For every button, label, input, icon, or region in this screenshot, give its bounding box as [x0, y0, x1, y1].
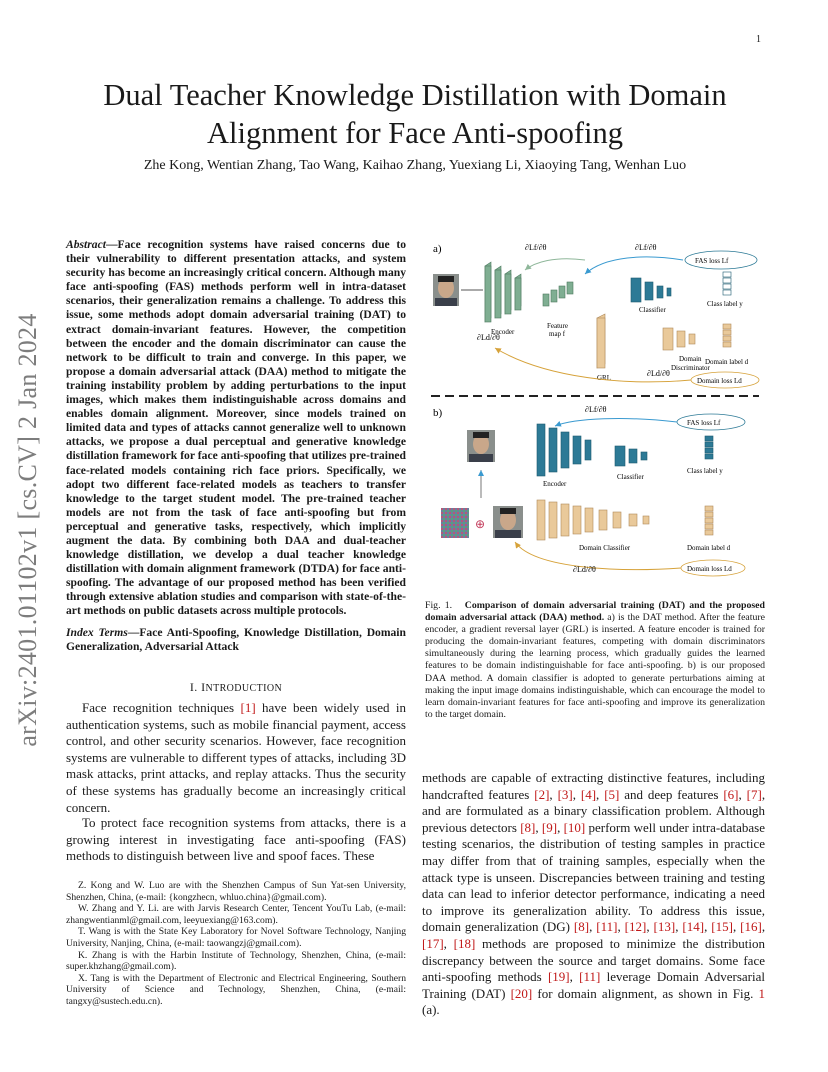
domain-output-a	[723, 324, 731, 347]
domain-disc-label-2: Discriminator	[671, 364, 710, 372]
citation-link[interactable]: [8]	[520, 819, 536, 835]
citation-link[interactable]: [20]	[510, 985, 533, 1001]
citation-link[interactable]: [11]	[596, 919, 618, 935]
domain-classifier-block	[537, 500, 649, 540]
face-image-b2	[493, 506, 523, 538]
citation-link[interactable]: [1]	[240, 700, 256, 715]
classifier-block-a	[631, 278, 671, 302]
caption-label: Fig. 1.	[425, 600, 453, 611]
panel-b-label: b)	[433, 407, 443, 419]
fas-loss-label-b: FAS loss Lf	[687, 419, 721, 427]
body-text: methods are capable of extracting distinctive features, including handcrafted features	[422, 770, 765, 802]
footnote: X. Tang is with the Department of Electronic and Electrical Engineering, Southern University of Science and Technology, Shenzhen, China, (e-mail: tangxy@sustech.edu.cn).	[66, 972, 406, 1007]
citation-link[interactable]: [17]	[422, 935, 444, 951]
citation-link[interactable]: [2]	[534, 786, 550, 802]
caption-bold: Comparison of domain adversarial training (DAT) and the proposed domain adversarial attack (DAA) method.	[425, 600, 765, 624]
classifier-block-b	[615, 446, 647, 466]
footnote: Z. Kong and W. Luo are with the Shenzhen Campus of Sun Yat-sen University, Shenzhen, China, (e-mail: {kongzhecn, whluo.china}@gmail.com).	[66, 880, 406, 903]
citation-link[interactable]: [19]	[547, 969, 570, 985]
page-number: 1	[756, 34, 761, 45]
citation-link[interactable]: [8]	[573, 919, 590, 935]
domain-label-b: Domain label d	[687, 544, 731, 552]
citation-link[interactable]: [10]	[563, 819, 586, 835]
encoder-label-b: Encoder	[543, 480, 567, 488]
abstract-label: Abstract	[66, 238, 106, 251]
citation-link[interactable]: [6]	[723, 786, 739, 802]
encoder-label-a: Encoder	[491, 328, 515, 336]
body-text: methods are proposed to minimize the distribution discrepancy between the source and target domains. Some face anti-spoofing methods	[422, 935, 766, 985]
citation-link[interactable]: [3]	[557, 786, 573, 802]
classifier-label-b: Classifier	[617, 473, 644, 481]
face-image-a	[433, 274, 459, 306]
arxiv-stamp	[6, 300, 50, 760]
section-heading: I. INTRODUCTION	[189, 680, 283, 694]
grad-f-label-a2: ∂Lf/∂θ	[525, 243, 547, 252]
domain-label-a: Domain label d	[705, 358, 749, 366]
footnote: K. Zhang is with the Harbin Institute of Technology, Shenzhen, China, (e-mail: super.khzhang@gmail.com).	[66, 949, 406, 973]
citation-link[interactable]: [18]	[453, 935, 476, 951]
class-output-a	[723, 272, 731, 295]
class-label-a: Class label y	[707, 300, 743, 308]
footnote: T. Wang is with the State Key Laboratory for Novel Software Technology, Nanjing University, Nanjing, China, (e-mail: taowangzj@gmail.com).	[66, 926, 406, 949]
class-label-b: Class label y	[687, 467, 723, 475]
author-list: Zhe Kong, Wentian Zhang, Tao Wang, Kaihao Zhang, Yuexiang Li, Xiaoying Tang, Wenhan Luo	[143, 158, 687, 173]
figure-link[interactable]: 1	[758, 985, 765, 1001]
body-text: (a).	[422, 1002, 440, 1018]
gradient-arrow-f-b	[555, 419, 677, 426]
figure-caption	[425, 600, 765, 721]
feature-map-label: Feature	[547, 322, 568, 330]
citation-link[interactable]: [7]	[746, 786, 762, 802]
abstract	[66, 238, 406, 619]
domain-classifier-label: Domain Classifier	[579, 544, 631, 552]
face-image-b	[467, 430, 495, 462]
fas-loss-label-a: FAS loss Lf	[695, 257, 729, 265]
body-text: perform well under intra-database testing scenarios, the distribution of testing samples in practice may differ from that of training samples, especially when the attack type is unseen. Discrepancies between training and testing data can lead to inferior detector performance, indicating a need to improve its generalization ability. To address this issue, domain generalization (DG)	[422, 819, 766, 935]
abstract-text: —Face recognition systems have raised concerns due to their vulnerability to different presentation attacks, and system security has become an increasingly critical concern. Although many face anti-spoofing (FAS) methods perform well in intra-dataset scenarios, their generalization remains a challenge. To address this issue, some methods adopt domain adversarial training (DAT) to extract domain-invariant features. However, the competition between the encoder and the domain discriminator can cause the network to be difficult to train and converge. In this paper, we propose a domain adversarial attack (DAA) method to mitigate the training instability problem by adding perturbations to the input images, which makes them indistinguishable across domains and enables domain alignment. Moreover, since models trained on limited data and types of attacks cannot generalize well to unknown attacks, we propose a dual perceptual and generative knowledge distillation framework for face anti-spoofing that utilizes pre-trained face-related models containing rich face priors. Specifically, we adopt two different face-related models as teachers to transfer knowledge to the target student model. The pre-trained teacher models are not from the task of face anti-spoofing but from perceptual and generative tasks, respectively, which implicitly augment the data. By combining both DAA and dual-teacher knowledge distillation, we develop a dual teacher knowledge distillation with domain alignment framework (DTDA) for face anti-spoofing. The advantage of our proposed method has been verified through extensive ablation studies and comparison with state-of-the-art methods on public datasets across multiple protocols.	[66, 238, 406, 618]
grad-f-label-b: ∂Lf/∂θ	[585, 405, 607, 414]
citation-link[interactable]: [4]	[580, 786, 597, 802]
figure-1	[425, 236, 765, 596]
body-text: leverage Domain Adversarial Training (DAT)	[422, 969, 765, 1001]
intro-p1-a: Face recognition techniques	[82, 700, 241, 715]
domain-discriminator-block	[663, 328, 695, 350]
gradient-arrow-f	[585, 257, 683, 274]
citation-link[interactable]: [14]	[682, 919, 705, 935]
intro-p1-b: have been widely used in authentication systems, such as mobile financial payment, access control, and other security scenarios. However, face recognition systems are vulnerable to different types of attacks, including 3D mask attacks, print attacks, and replay attacks. Thus the security of these systems has gradually become an increasingly critical concern.	[66, 700, 406, 815]
figure-1-diagram	[425, 236, 765, 596]
classifier-label-a: Classifier	[639, 306, 666, 314]
index-terms-label: Index Terms	[66, 626, 128, 639]
grad-f-label-a: ∂Lf/∂θ	[635, 243, 657, 252]
citation-link[interactable]: [5]	[604, 786, 620, 802]
citation-link[interactable]: [12]	[624, 919, 647, 935]
intro-paragraph-2	[66, 815, 406, 865]
paper-title: Dual Teacher Knowledge Distillation with Domain Alignment for Face Anti-spoofing	[103, 78, 727, 150]
perturbation-image	[441, 508, 469, 538]
plus-symbol: ⊕	[475, 517, 486, 531]
body-text: for domain alignment, as shown in Fig.	[532, 985, 759, 1001]
body-text: and deep features	[619, 786, 724, 802]
grad-d-label-a: ∂Ld/∂θ	[477, 333, 500, 342]
body-text: , and are formulated as a binary classification problem. Although previous detectors	[422, 786, 766, 835]
footnote: W. Zhang and Y. Li. are with Jarvis Research Center, Tencent YouTu Lab, (e-mail: zhangwentianml@gmail.com, leeyuexiang@163.com).	[66, 903, 406, 926]
citation-link[interactable]: [13]	[653, 919, 676, 935]
citation-link[interactable]: [9]	[541, 819, 558, 835]
intro-paragraph-1	[66, 700, 406, 816]
citation-link[interactable]: [16]	[740, 919, 762, 935]
panel-a-label: a)	[433, 243, 442, 255]
intro-p2: To protect face recognition systems from attacks, there is a growing interest in investigating face anti-spoofing (FAS) methods to distinguish between live and spoof faces. These	[66, 815, 406, 864]
grad-d-label-b: ∂Ld/∂θ	[573, 565, 596, 574]
class-output-b	[705, 436, 713, 459]
domain-output-b	[705, 506, 713, 535]
arxiv-id: arXiv:2401.01102v1 [cs.CV] 2 Jan 2024	[13, 313, 42, 747]
domain-loss-label-a: Domain loss Ld	[697, 377, 742, 385]
feature-map-block-a	[543, 282, 573, 306]
index-terms-text: —Face Anti-Spoofing, Knowledge Distillation, Domain Generalization, Adversarial Attack	[66, 626, 406, 653]
right-column-text: methods are capable of extracting distinctive features, including handcrafted features [2], [3], [4], [5] and deep features [6], [7], and are formulated as a binary classification problem. Although previous detectors [8], [9], [10] perform well under intra-database testing scenarios, the distribution of testing samples in practice may differ from that of training samples, especially when the attack type is unseen. Discrepancies between training and testing data can lead to inferior detector performance, indicating a need to improve its generalization ability. To address this issue, domain generalization (DG) [8], [11], [12], [13], [14], [15], [16], [17], [18] methods are proposed to minimize the distribution discrepancy between the source and target domains. Some face anti-spoofing methods [19], [11] leverage Domain Adversarial Training (DAT) [20] for domain alignment, as shown in Fig. 1 (a).	[422, 770, 766, 1018]
domain-disc-label: Domain	[679, 355, 702, 363]
encoder-block-b	[537, 424, 591, 476]
encoder-block-a	[485, 262, 521, 322]
gradient-arrow-enc	[525, 259, 585, 270]
grl-label: GRL	[597, 374, 611, 382]
grad-d-label-a2: ∂Ld/∂θ	[647, 369, 670, 378]
domain-loss-label-b: Domain loss Ld	[687, 565, 732, 573]
citation-link[interactable]: [11]	[579, 969, 601, 985]
caption-text: a) is the DAT method. After the feature encoder, a gradient reversal layer (GRL) is inserted. A feature encoder is trained for producing the domain-invariant features, competing with domain discriminators simultaneously during the learning process, which gradually guides the learned features to be domain indistinguishable for face anti-spoofing. b) is our proposed DAA method. A domain classifier is adopted to generate perturbations aiming at making the input image domains indistinguishable, which can encourage the model to learn domain-invariant features for face anti-spoofing and improve its generalization to the target domain.	[425, 612, 765, 720]
author-footnotes	[66, 880, 406, 1008]
index-terms	[66, 626, 406, 654]
feature-map-label-2: map f	[549, 330, 566, 338]
citation-link[interactable]: [15]	[711, 919, 733, 935]
